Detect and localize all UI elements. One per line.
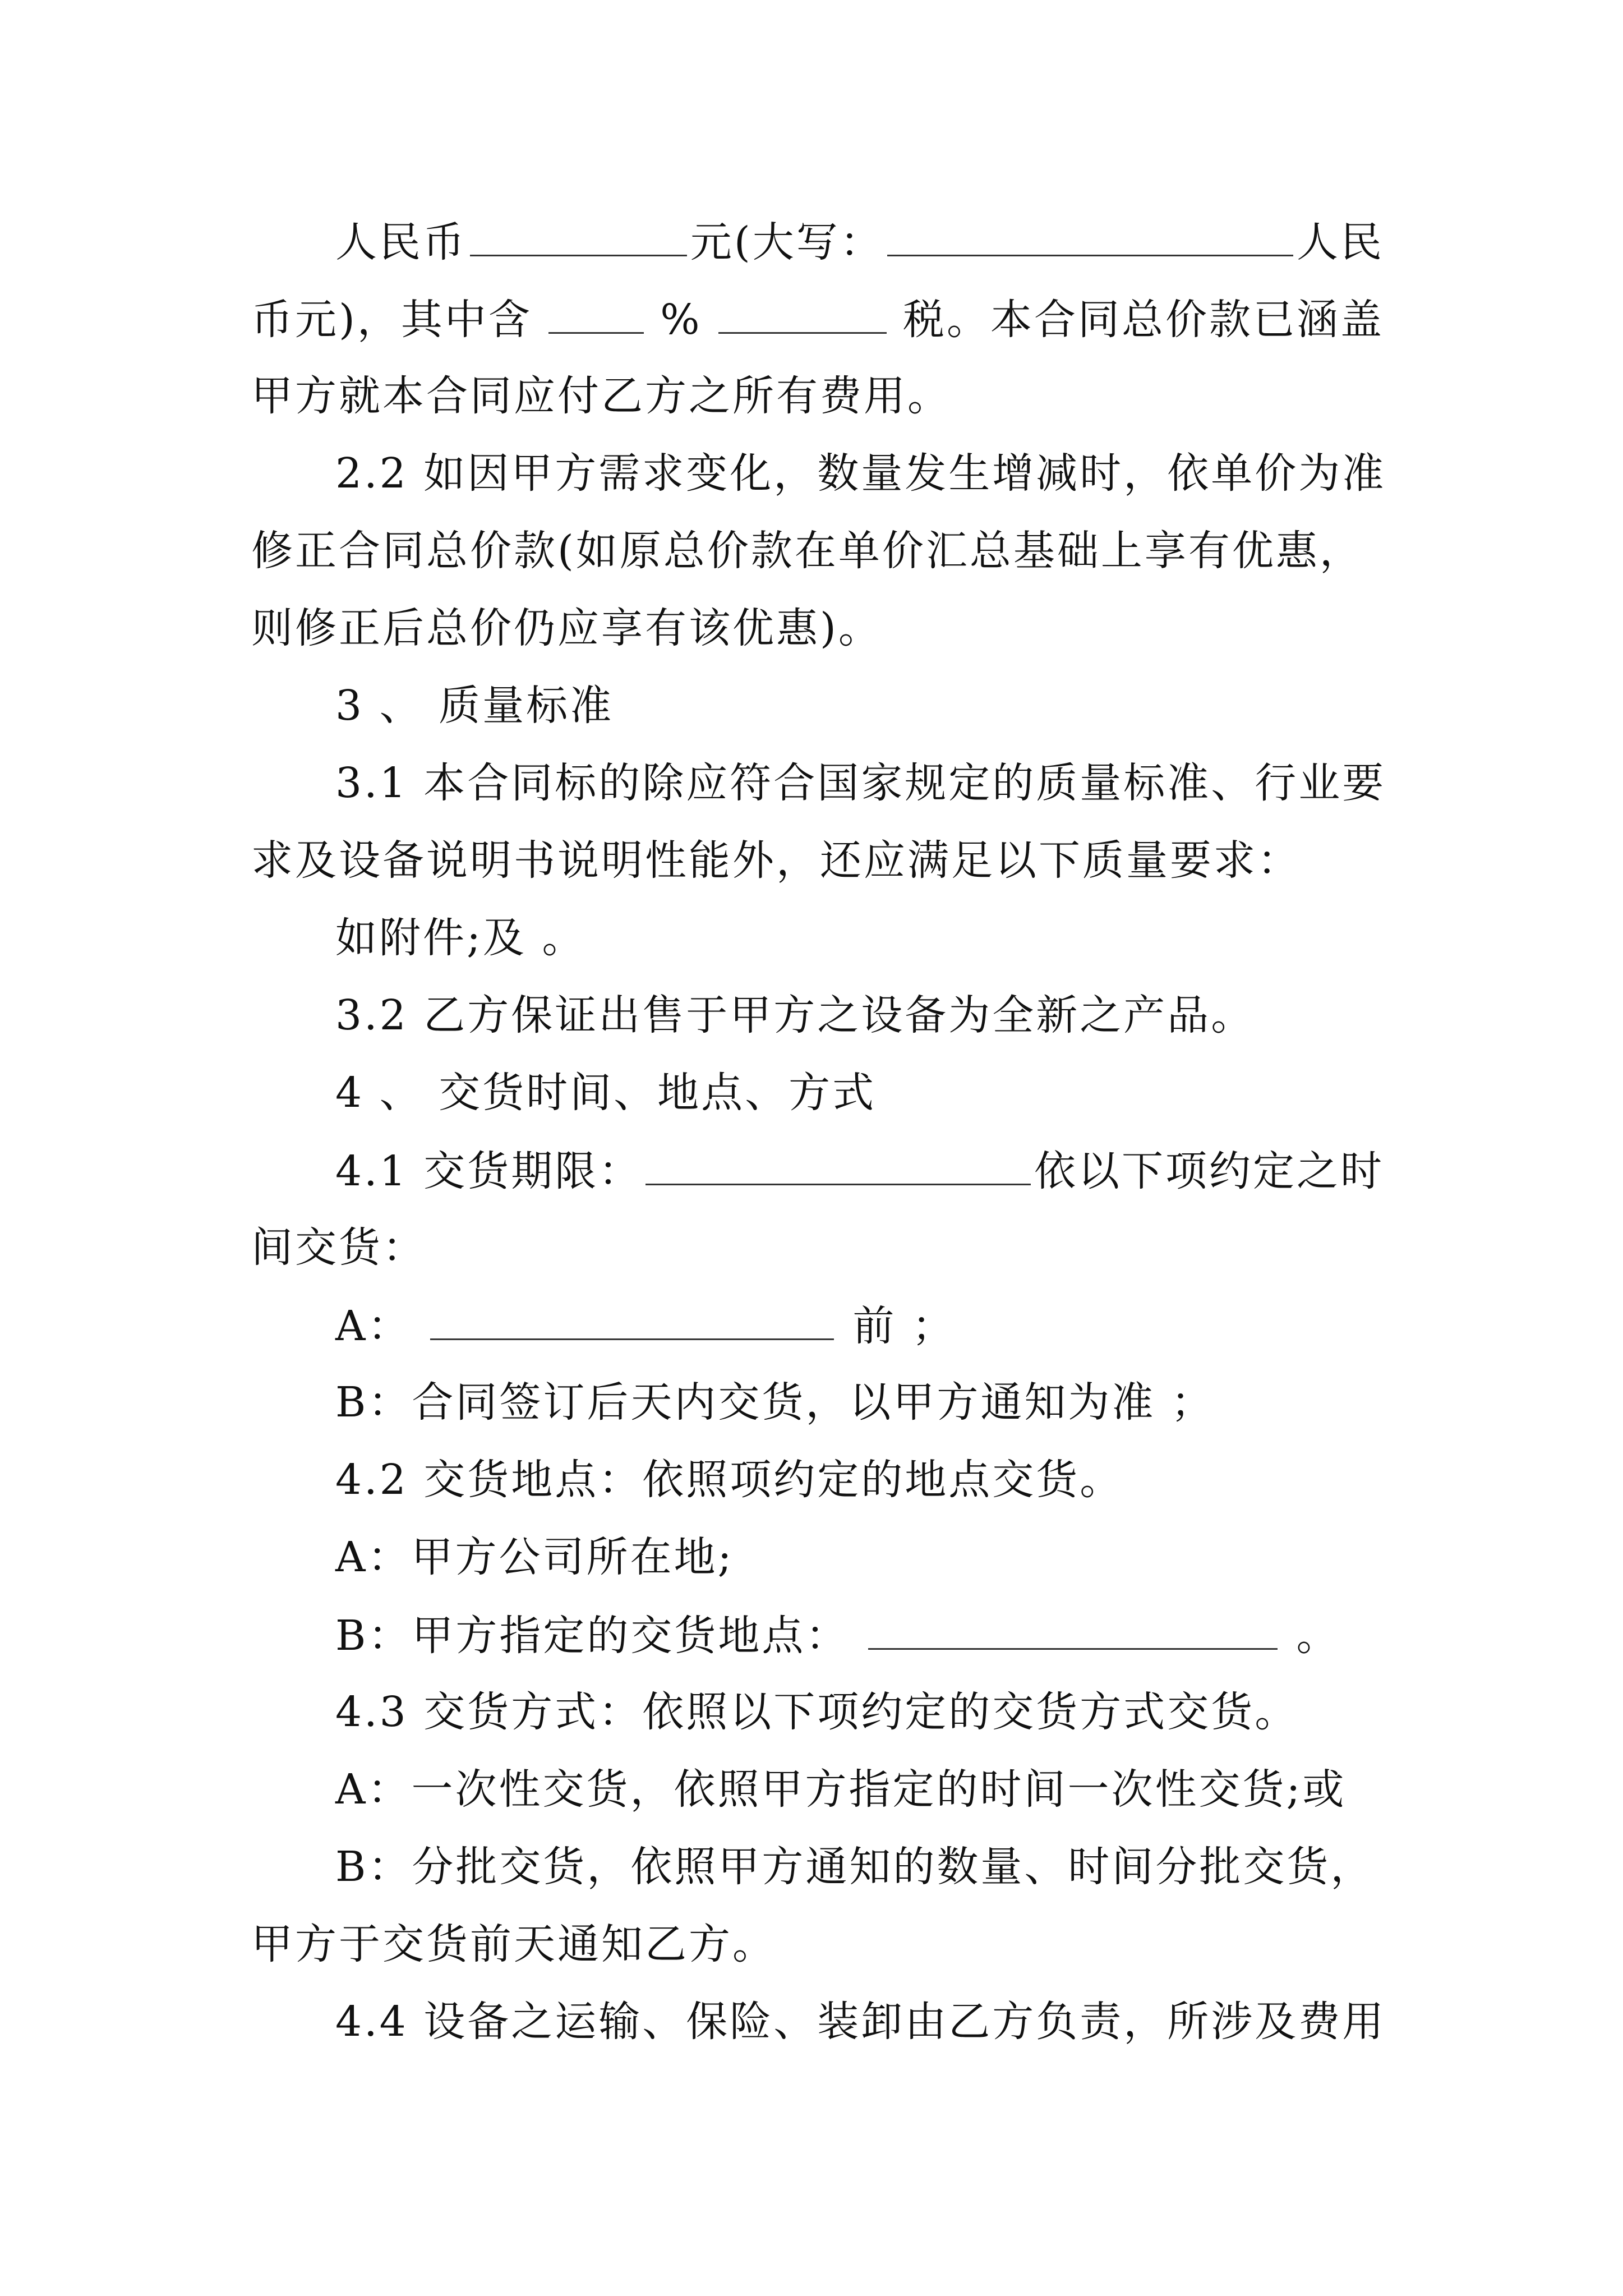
paragraph-line: 甲方于交货前天通知乙方。	[251, 1920, 776, 1968]
deadline-blank	[430, 1297, 834, 1340]
text-segment: 元(大写：	[690, 218, 884, 266]
section-3-heading: 3 、 质量标准	[335, 682, 614, 730]
text-segment: 。	[1296, 1612, 1340, 1660]
text-segment: 人民币	[335, 218, 467, 266]
text-segment: 4.1 交货期限：	[335, 1147, 643, 1195]
clause-4-1	[335, 1142, 1384, 1198]
text-segment: B：甲方指定的交货地点：	[335, 1612, 850, 1660]
text-segment: A：	[335, 1302, 412, 1350]
clause-4-4: 4.4 设备之运输、保险、装卸由乙方负责，所涉及费用	[335, 1998, 1386, 2046]
option-b-location	[335, 1607, 1384, 1663]
option-b-line: B：分批交货，依照甲方通知的数量、时间分批交货，	[335, 1843, 1375, 1891]
tax-rate-blank	[548, 291, 644, 334]
amount-in-words-blank	[887, 213, 1293, 256]
text-segment: 币元)，其中含	[251, 296, 532, 344]
section-4-heading: 4 、 交货时间、地点、方式	[335, 1069, 877, 1117]
option-a-line: A：一次性交货，依照甲方指定的时间一次性交货;或	[335, 1765, 1347, 1814]
clause-3-1: 3.1 本合同标的除应符合国家规定的质量标准、行业要	[335, 759, 1386, 807]
paragraph-line: 如附件;及 。	[335, 914, 586, 962]
paragraph-line: 间交货：	[251, 1223, 426, 1272]
clause-3-2: 3.2 乙方保证出售于甲方之设备为全新之产品。	[335, 991, 1255, 1039]
text-segment: 人民	[1297, 218, 1384, 266]
location-blank	[868, 1607, 1278, 1650]
paragraph-line: 修正合同总价款(如原总价款在单价汇总基础上享有优惠，	[251, 527, 1363, 575]
paragraph-line: 则修正后总价仍应享有该优惠)。	[251, 604, 882, 652]
paragraph-line: 求及设备说明书说明性能外，还应满足以下质量要求：	[251, 836, 1301, 885]
price-amount-line	[335, 213, 1384, 269]
option-b-line: B：合同签订后天内交货，以甲方通知为准 ；	[335, 1378, 1215, 1427]
option-a-deadline	[335, 1297, 1384, 1353]
tax-line	[251, 291, 1384, 347]
paragraph-line: 甲方就本合同应付乙方之所有费用。	[251, 372, 951, 420]
text-segment: 依以下项约定之时	[1034, 1147, 1384, 1195]
delivery-period-blank	[645, 1142, 1031, 1185]
option-a-line: A：甲方公司所在地;	[335, 1533, 734, 1581]
clause-4-3: 4.3 交货方式：依照以下项约定的交货方式交货。	[335, 1688, 1299, 1736]
clause-2-2: 2.2 如因甲方需求变化，数量发生增减时，依单价为准	[335, 449, 1386, 498]
text-segment: %	[660, 296, 702, 344]
clause-4-2: 4.2 交货地点：依照项约定的地点交货。	[335, 1456, 1124, 1504]
text-segment: 税。本合同总价款已涵盖	[902, 296, 1384, 344]
amount-blank	[470, 213, 687, 256]
tax-type-blank	[718, 291, 887, 334]
text-segment: 前 ；	[852, 1302, 956, 1350]
